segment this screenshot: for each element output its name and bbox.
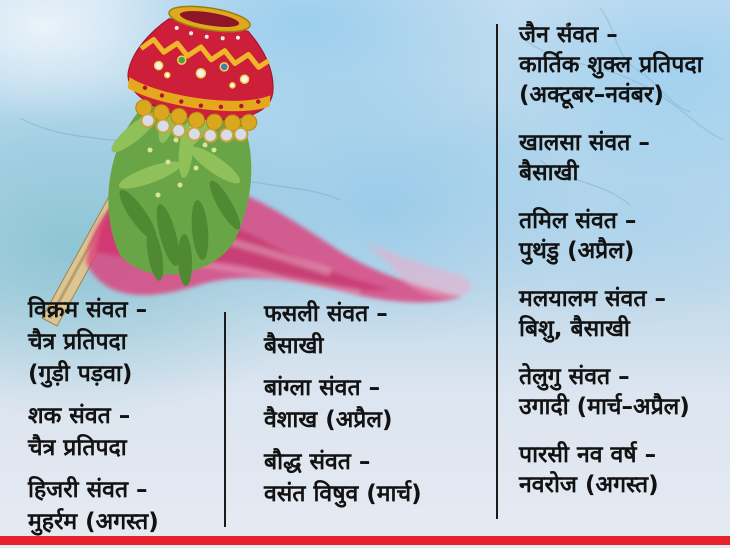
entry-line: बिशु, बैसाखी bbox=[519, 316, 630, 342]
entry-line: बैसाखी bbox=[519, 160, 579, 186]
entry-line: तेलुगु संवत – bbox=[519, 364, 630, 390]
calendar-column-left bbox=[28, 294, 224, 548]
calendar-entry bbox=[519, 20, 727, 110]
entry-line: उगादी (मार्च–अप्रैल) bbox=[519, 394, 690, 420]
entry-line: मलयालम संवत – bbox=[519, 286, 666, 312]
calendar-entry bbox=[28, 400, 224, 464]
calendar-column-right bbox=[519, 20, 727, 518]
calendar-entry bbox=[264, 372, 486, 436]
gudi-padwa-illustration bbox=[0, 0, 500, 340]
entry-line: विक्रम संवत – bbox=[28, 297, 148, 323]
entry-line: शक संवत – bbox=[28, 403, 131, 429]
bottom-accent-bar bbox=[0, 536, 730, 545]
calendar-entry bbox=[264, 446, 486, 510]
entry-line: बांग्ला संवत – bbox=[264, 375, 381, 401]
calendar-entry bbox=[264, 298, 486, 362]
entry-line: फसली संवत – bbox=[264, 301, 388, 327]
entry-line: वसंत विषुव (मार्च) bbox=[264, 481, 422, 507]
entry-line: खालसा संवत – bbox=[519, 130, 650, 156]
column-divider-right bbox=[496, 24, 498, 519]
column-divider-left bbox=[224, 312, 226, 527]
calendar-column-middle bbox=[264, 298, 486, 520]
calendar-entry bbox=[519, 206, 727, 266]
entry-line: पारसी नव वर्ष – bbox=[519, 442, 657, 468]
entry-line: नवरोज (अगस्त) bbox=[519, 472, 659, 498]
entry-line: कार्तिक शुक्ल प्रतिपदा bbox=[519, 52, 703, 78]
calendar-entry bbox=[519, 128, 727, 188]
entry-line: तमिल संवत – bbox=[519, 208, 637, 234]
calendar-entry bbox=[519, 440, 727, 500]
calendar-entry bbox=[519, 284, 727, 344]
calendar-entry bbox=[519, 362, 727, 422]
calendar-entry bbox=[28, 294, 224, 390]
entry-line: (अक्टूबर–नवंबर) bbox=[519, 82, 664, 108]
entry-line: पुथंडु (अप्रैल) bbox=[519, 238, 635, 264]
calendar-entry bbox=[28, 474, 224, 538]
entry-line: बौद्ध संवत – bbox=[264, 449, 371, 475]
entry-line: चैत्र प्रतिपदा bbox=[28, 329, 127, 355]
entry-line: बैसाखी bbox=[264, 333, 324, 359]
entry-line: हिजरी संवत – bbox=[28, 477, 148, 503]
entry-line: (गुड़ी पड़वा) bbox=[28, 361, 133, 387]
entry-line: मुहर्रम (अगस्त) bbox=[28, 509, 159, 535]
entry-line: जैन संवत – bbox=[519, 22, 618, 48]
entry-line: चैत्र प्रतिपदा bbox=[28, 435, 127, 461]
entry-line: वैशाख (अप्रैल) bbox=[264, 407, 393, 433]
